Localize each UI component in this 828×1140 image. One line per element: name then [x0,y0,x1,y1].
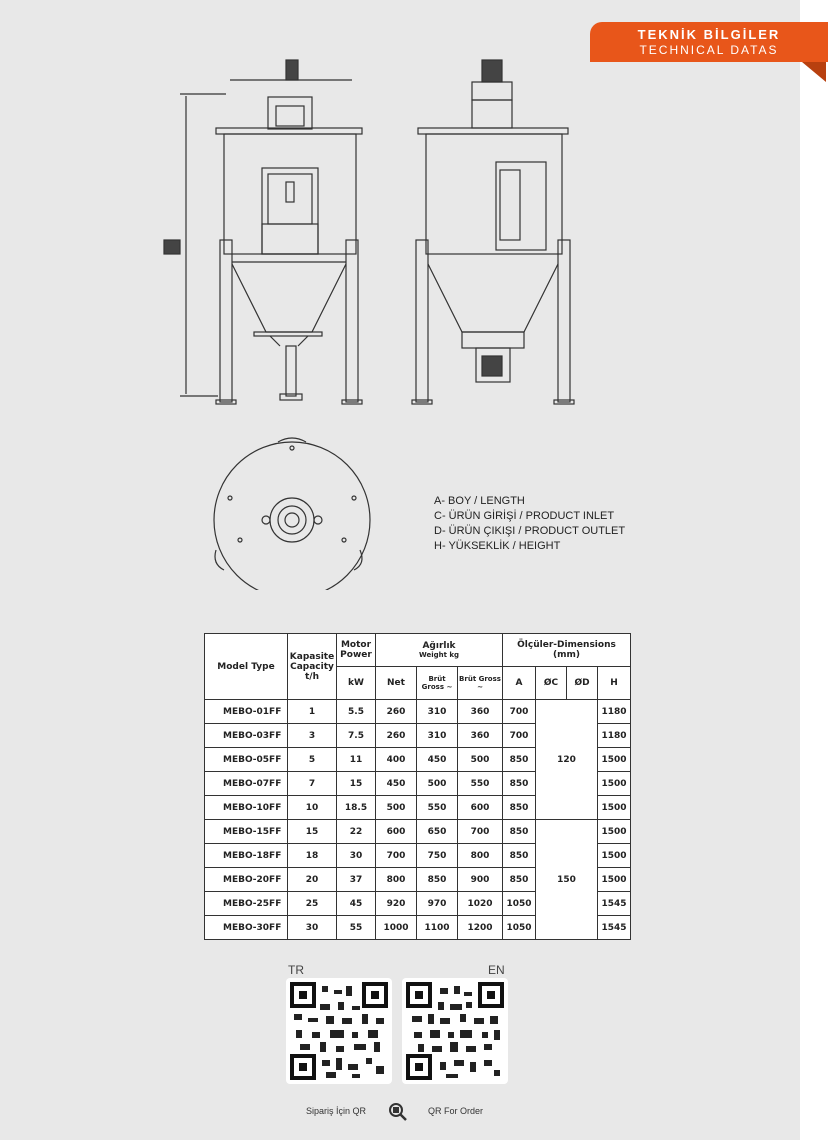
order-text-tr: Sipariş İçin QR [306,1106,367,1116]
table-row: MEBO-18FF 18 30 700 750 800 850 1500 [205,844,631,868]
header-c: ØC [536,667,567,700]
qr-label-tr: TR [288,963,304,977]
table-row: MEBO-07FF 7 15 450 500 550 850 1500 [205,772,631,796]
header-d: ØD [567,667,598,700]
table-row: MEBO-03FF 3 7.5 260 310 360 700 1180 [205,724,631,748]
header-title-tr: TEKNİK BİLGİLER [637,27,781,42]
header-weight-title: Ağırlık [422,641,456,651]
header-banner [590,22,828,62]
legend-item-d: D- ÜRÜN ÇIKIŞI / PRODUCT OUTLET [434,525,626,537]
table-row: MEBO-01FF 1 5.5 260 310 360 700 120 1180 [205,700,631,724]
c-group-2: 150 [536,820,598,940]
legend-item-c: C- ÜRÜN GİRİŞİ / PRODUCT INLET [434,510,615,522]
qr-search-icon [388,1102,408,1122]
header-kw: kW [337,667,376,700]
header-title-en: TECHNICAL DATAS [639,43,779,57]
header-a: A [503,667,536,700]
qr-code-tr[interactable] [286,978,392,1084]
dimension-legend [434,494,625,554]
header-gross2: Brüt Gross ~ [458,667,503,700]
table-row: MEBO-10FF 10 18.5 500 550 600 850 1500 [205,796,631,820]
banner-fold [802,62,826,82]
legend-item-h: H- YÜKSEKLİK / HEIGHT [434,540,561,552]
header-model: Model Type [205,634,288,700]
header-weight-sub: Weight kg [418,651,460,659]
header-h: H [598,667,631,700]
qr-pattern-en [402,978,508,1084]
legend-item-a: A- BOY / LENGTH [434,495,525,507]
table-row: MEBO-15FF 15 22 600 650 700 850 150 1500 [205,820,631,844]
qr-label-en: EN [488,963,505,977]
c-group-1: 120 [536,700,598,820]
header-dimensions: Ölçüler-Dimensions (mm) [503,634,631,667]
order-text-en: QR For Order [428,1106,484,1116]
table-row: MEBO-30FF 30 55 1000 1100 1200 1050 1545 [205,916,631,940]
table-row: MEBO-20FF 20 37 800 850 900 850 1500 [205,868,631,892]
header-motor: Motor Power [337,634,376,667]
table-row: MEBO-25FF 25 45 920 970 1020 1050 1545 [205,892,631,916]
header-weight [376,634,503,667]
spec-table [204,633,631,940]
table-row: MEBO-05FF 5 11 400 450 500 850 1500 [205,748,631,772]
header-capacity: Kapasite Capacity t/h [288,634,337,700]
page-right-strip [800,0,828,1140]
top-inlet-block [286,60,298,80]
header-gross1: Brüt Gross ~ [417,667,458,700]
qr-code-en[interactable] [402,978,508,1084]
header-net: Net [376,667,417,700]
qr-pattern-tr [286,978,392,1084]
